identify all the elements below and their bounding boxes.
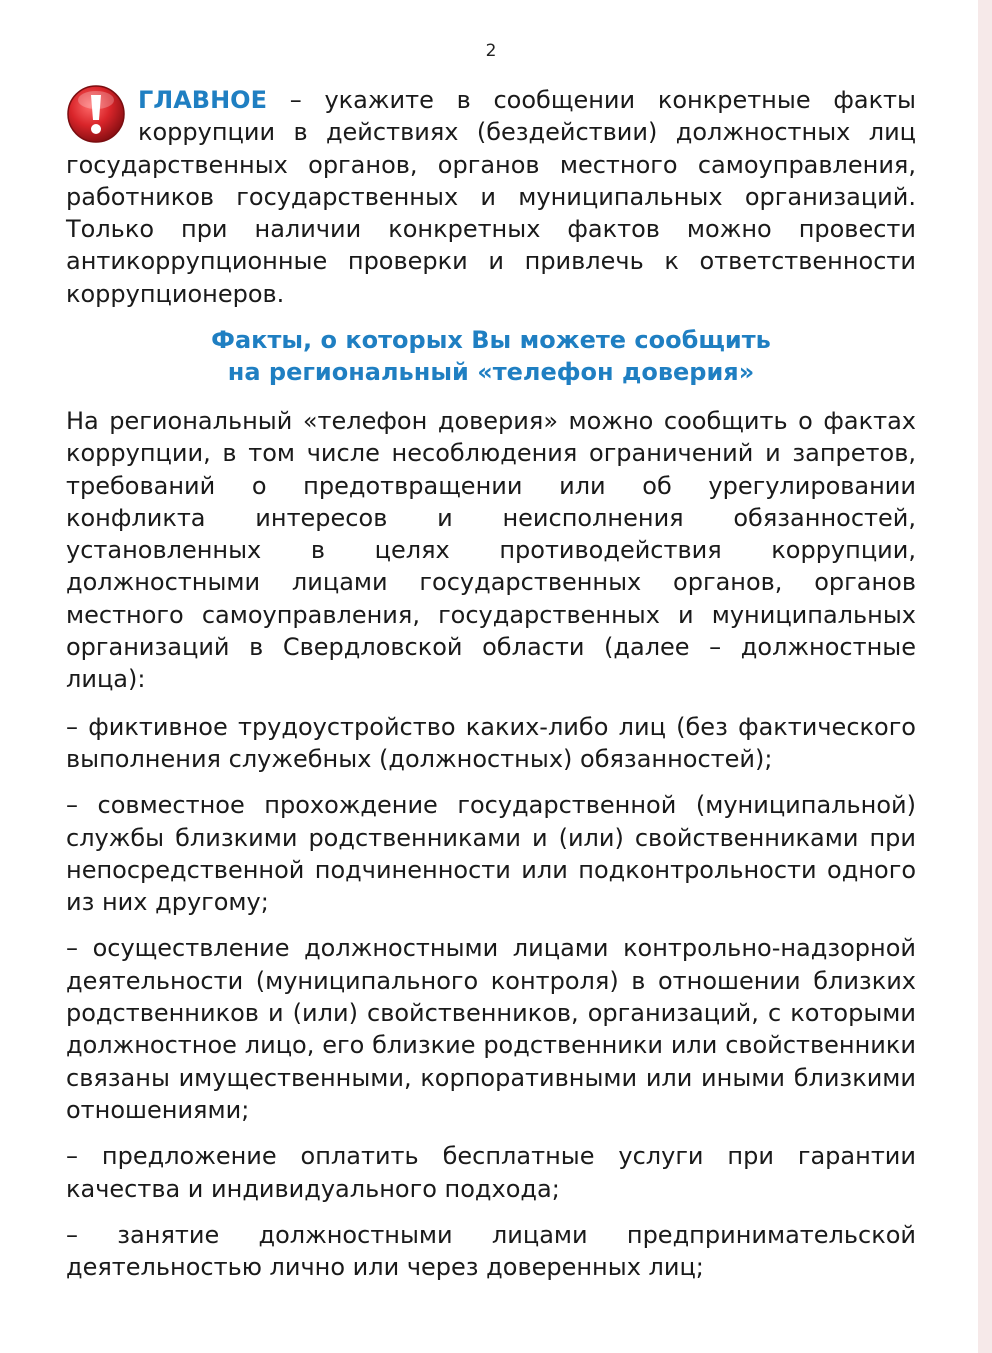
page-edge [978,0,992,1353]
main-notice-lead: ГЛАВНОЕ [138,86,267,114]
facts-section [66,405,916,1297]
list-item: – фиктивное трудоустройство каких-либо лиц (без фактического выполнения служебных (должностных) обязанностей); [66,712,916,773]
main-notice-body: – укажите в сообщении конкретные факты коррупции в действиях (бездействии) должностных лиц государственных органов, органов местного самоуправления, работников государственных и муниципальных организаций. Только при наличии конкретных фактов можно провести антикоррупционные проверки и привлечь к ответственности коррупционеров. [66,86,916,308]
section-heading [66,324,916,388]
main-notice-text [66,84,916,310]
list-item: – предложение оплатить бесплатные услуги при гарантии качества и индивидуального подхода; [66,1142,916,1203]
section-heading-line1: Факты, о которых Вы можете сообщить [211,326,771,354]
main-notice [66,84,916,310]
page-number: 2 [485,41,497,61]
list-item: – осуществление должностными лицами контрольно-надзорной деятельности (муниципального контроля) в отношении близких родственников и (или) свойственников, организаций, с которыми должностное лицо, его близкие родственники или свойственники связаны имущественными, корпоративными или иными близкими отношениями; [66,934,916,1124]
exclamation-icon [66,84,126,144]
section-heading-line2: на региональный «телефон доверия» [227,358,755,386]
list-item: – совместное прохождение государственной (муниципальной) службы близкими родственниками и (или) свойственниками при непосредственной подчиненности или подконтрольности одного из них другому; [66,791,916,917]
intro-paragraph: На региональный «телефон доверия» можно сообщить о фактах коррупции, в том числе несоблюдения ограничений и запретов, требований о предотвращении или об урегулировании конфликта интересов и неисполнения обязанностей, установленных в целях противодействия коррупции, должностными лицами государственных органов, органов местного самоуправления, государственных и муниципальных организаций в Свердловской области (далее – должностные лица): [66,407,916,694]
list-item: – занятие должностными лицами предпринимательской деятельностью лично или через доверенных лиц; [66,1220,916,1282]
